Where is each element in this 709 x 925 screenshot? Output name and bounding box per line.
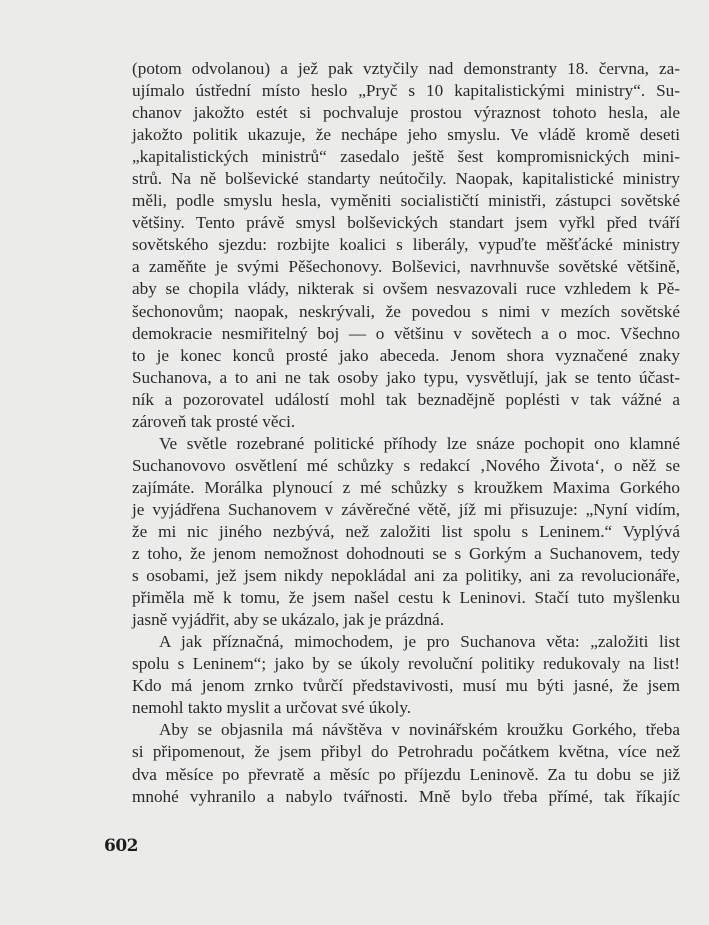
text-line: šechonovům; naopak, neskrývali, že povedou s nimi v mezích sovětské	[132, 301, 680, 321]
text-line: ujímalo ústřední místo heslo „Pryč s 10 kapitalistickými ministry“. Su-	[132, 81, 680, 101]
text-line: ník a pozorovatel událostí mohl tak beznadějně poplésti v tak vážné a	[132, 389, 680, 409]
paragraph	[132, 631, 680, 719]
text-line: sovětského sjezdu: rozbijte koalici s liberály, vypuďte měšťácké ministry	[132, 235, 680, 255]
paragraph	[132, 58, 680, 433]
text-line: Kdo má jenom zrnko tvůrčí představivosti, musí mu býti jasné, že jsem	[132, 676, 680, 696]
text-line: Ve světle rozebrané politické příhody lze snáze pochopit ono klamné	[159, 433, 680, 453]
text-line: s osobami, jež jsem nikdy nepokládal ani za politiky, ani za revolucionáře,	[132, 566, 680, 586]
page-number: 602	[104, 836, 138, 856]
paragraph	[132, 719, 680, 807]
text-line: mnohé vyhranilo a nabylo tvářnosti. Mně bylo třeba přímé, tak říkajíc	[132, 786, 680, 806]
body-text	[132, 58, 680, 808]
text-line: chanov jakožto estét si pochvaluje prostou výraznost tohoto hesla, ale	[132, 103, 680, 123]
text-line: a zaměňte je svými Pěšechonovy. Bolševici, navrhnuvše sovětské většině,	[132, 257, 680, 277]
text-line: (potom odvolanou) a jež pak vztyčily nad demonstranty 18. června, za-	[132, 59, 680, 78]
text-line: to je konec konců prosté jako abeceda. Jenom shora vyznačené znaky	[132, 345, 680, 365]
text-line: jakožto politik ukazuje, že nechápe jeho smyslu. Ve vládě kromě deseti	[132, 125, 680, 145]
text-line: z toho, že jenom nemožnost dohodnouti se s Gorkým a Suchanovem, tedy	[132, 544, 680, 564]
text-line: nemohl takto myslit a určovat své úkoly.	[132, 698, 412, 718]
text-line: Aby se objasnila má návštěva v novinářském kroužku Gorkého, třeba	[159, 720, 680, 740]
text-line: jasně vyjádřit, aby se ukázalo, jak je prázdná.	[132, 610, 445, 630]
text-line: přiměla mě k tomu, že jsem našel cestu k Leninovi. Stačí tuto myšlenku	[132, 588, 680, 608]
text-line: strů. Na ně bolševické standarty neútočily. Naopak, kapitalistické ministry	[132, 169, 680, 189]
text-line: dva měsíce po převratě a měsíc po příjezdu Leninově. Za tu dobu se již	[132, 764, 680, 784]
text-line: demokracie nesmiřitelný boj — o většinu v sovětech a o moc. Všechno	[132, 323, 680, 343]
text-line: zajímáte. Morálka plynoucí z mé schůzky s kroužkem Maxima Gorkého	[132, 477, 680, 497]
text-line: je vyjádřena Suchanovem v závěrečné větě, jíž mi přisuzuje: „Nyní vidím,	[132, 499, 680, 519]
text-line: „kapitalistických ministrů“ zasedalo ještě šest kompromisnických mini-	[132, 147, 680, 167]
text-line: si připomenout, že jsem přibyl do Petrohradu počátkem května, více než	[132, 742, 680, 762]
text-line: A jak příznačná, mimochodem, je pro Suchanova věta: „založiti list	[159, 632, 680, 652]
text-line: měli, podle smyslu hesla, vyměniti socialističtí ministři, zástupci sovětské	[132, 191, 680, 211]
text-line: že mi nic jiného nezbývá, než založiti list spolu s Leninem.“ Vyplývá	[132, 521, 680, 541]
paragraph	[132, 433, 680, 631]
text-line: spolu s Leninem“; jako by se úkoly revoluční politiky redukovaly na list!	[132, 654, 680, 674]
text-line: aby se chopila vlády, nikterak si ovšem nesvazovali ruce vzhledem k Pě-	[132, 279, 680, 299]
text-line: Suchanova, a to ani ne tak osoby jako typu, vysvětlují, jak se tento účast-	[132, 367, 680, 387]
text-line: zároveň tak prosté věci.	[132, 411, 296, 431]
text-line: většiny. Tento právě smysl bolševických standart jsem vyřkl před tváří	[132, 213, 680, 233]
text-line: Suchanovovo osvětlení mé schůzky s redakcí ‚Nového Života‘, o něž se	[132, 455, 680, 475]
